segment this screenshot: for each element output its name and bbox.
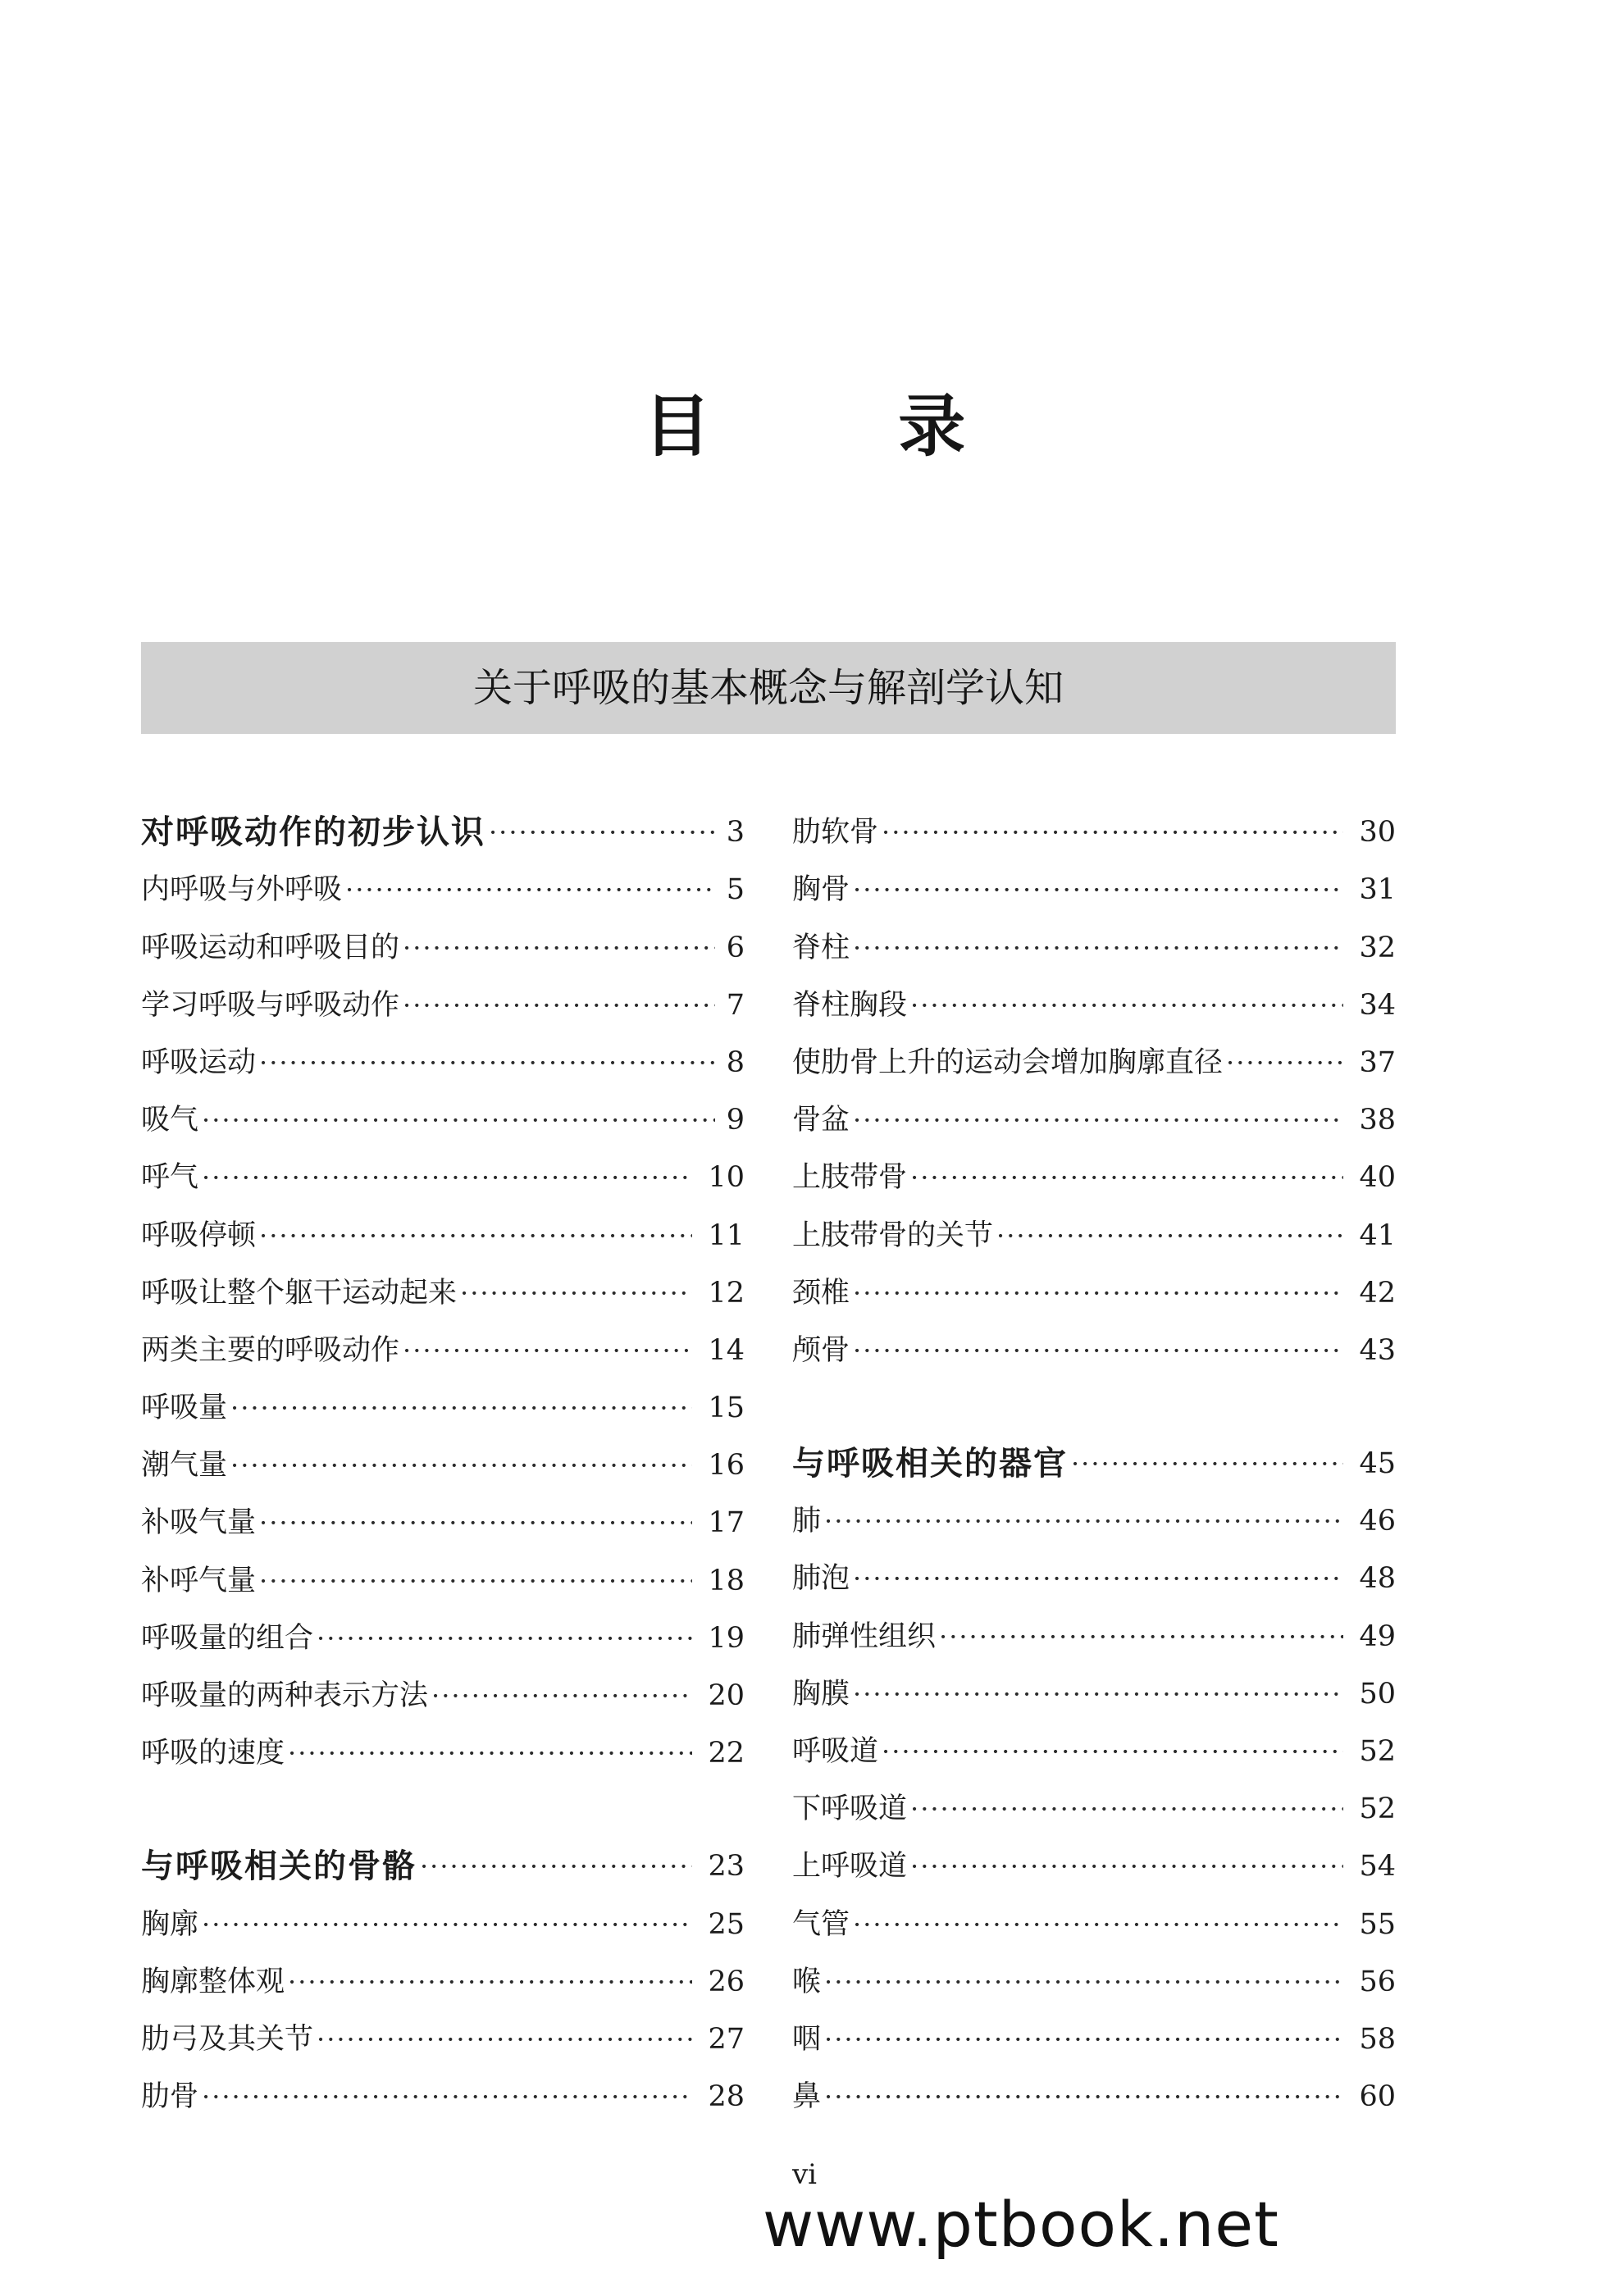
toc-heading[interactable] bbox=[141, 1828, 745, 1885]
toc-page-number: 43 bbox=[1359, 1333, 1396, 1367]
toc-entry[interactable] bbox=[792, 1943, 1396, 2001]
toc-page-number: 11 bbox=[708, 1219, 745, 1252]
leader-dots bbox=[878, 1733, 1343, 1770]
toc-label: 上呼吸道 bbox=[792, 1850, 908, 1884]
leader-dots bbox=[313, 1620, 692, 1657]
toc-page-number: 40 bbox=[1359, 1161, 1396, 1195]
toc-page-number: 31 bbox=[1359, 873, 1396, 907]
toc-page-number: 12 bbox=[708, 1276, 745, 1310]
leader-dots bbox=[198, 1159, 692, 1196]
page-folio: vi bbox=[791, 2158, 818, 2191]
leader-dots bbox=[878, 813, 1343, 851]
toc-label: 下呼吸道 bbox=[792, 1793, 908, 1826]
toc-left-column bbox=[141, 794, 745, 2116]
toc-page-number: 55 bbox=[1359, 1907, 1396, 1941]
toc-label: 使肋骨上升的运动会增加胸廓直径 bbox=[792, 1046, 1224, 1079]
toc-entry[interactable] bbox=[792, 1024, 1396, 1082]
toc-page-number: 28 bbox=[708, 2080, 745, 2114]
leader-dots bbox=[850, 1675, 1343, 1713]
leader-dots bbox=[399, 1332, 692, 1369]
toc-label: 呼吸量 bbox=[141, 1392, 228, 1425]
toc-page-number: 3 bbox=[726, 816, 745, 850]
toc-entry[interactable] bbox=[792, 794, 1396, 851]
toc-label: 骨盆 bbox=[792, 1104, 850, 1137]
toc-page-number: 22 bbox=[708, 1737, 745, 1770]
toc-label: 呼吸道 bbox=[792, 1735, 879, 1768]
toc-page-number: 52 bbox=[1359, 1735, 1396, 1768]
toc-page-number: 50 bbox=[1359, 1677, 1396, 1711]
toc-label: 学习呼吸与呼吸动作 bbox=[141, 988, 400, 1022]
toc-label: 对呼吸动作的初步认识 bbox=[141, 813, 485, 852]
toc-entry[interactable] bbox=[792, 1540, 1396, 1597]
leader-dots bbox=[850, 1332, 1343, 1369]
watermark: www.ptbook.net bbox=[763, 2188, 1279, 2261]
toc-entry[interactable] bbox=[792, 1196, 1396, 1254]
leader-dots bbox=[850, 1101, 1343, 1139]
toc-entry[interactable] bbox=[792, 967, 1396, 1024]
toc-page-number: 8 bbox=[726, 1046, 745, 1079]
toc-entry[interactable] bbox=[141, 1715, 745, 1772]
toc-right-column bbox=[792, 794, 1396, 2116]
leader-dots bbox=[198, 1101, 715, 1139]
leader-dots bbox=[850, 1274, 1343, 1312]
leader-dots bbox=[485, 813, 715, 851]
toc-entry[interactable] bbox=[792, 1312, 1396, 1369]
leader-dots bbox=[457, 1274, 692, 1312]
leader-dots bbox=[256, 1044, 715, 1082]
toc-label: 潮气量 bbox=[141, 1449, 228, 1483]
toc-page-number: 41 bbox=[1359, 1219, 1396, 1252]
page-title: 目 录 bbox=[643, 387, 1048, 466]
toc-entry[interactable] bbox=[141, 1484, 745, 1542]
toc-page-number: 14 bbox=[708, 1333, 745, 1367]
toc-label: 上肢带骨 bbox=[792, 1161, 908, 1195]
toc-label: 胸膜 bbox=[792, 1677, 850, 1711]
toc-entry[interactable] bbox=[141, 1082, 745, 1139]
toc-page-number: 45 bbox=[1359, 1447, 1396, 1481]
toc-entry[interactable] bbox=[141, 1255, 745, 1312]
toc-page-number: 34 bbox=[1359, 988, 1396, 1022]
leader-dots bbox=[256, 1217, 692, 1255]
toc-label: 呼吸的速度 bbox=[141, 1737, 285, 1770]
toc-label: 肺 bbox=[792, 1505, 822, 1538]
toc-entry[interactable] bbox=[141, 1542, 745, 1599]
toc-entry[interactable] bbox=[792, 1828, 1396, 1885]
toc-label: 颅骨 bbox=[792, 1333, 850, 1367]
toc-label: 两类主要的呼吸动作 bbox=[141, 1333, 400, 1367]
toc-page-number: 42 bbox=[1359, 1276, 1396, 1310]
toc-entry[interactable] bbox=[141, 1427, 745, 1484]
leader-dots bbox=[850, 871, 1343, 909]
toc-label: 胸廓 bbox=[141, 1907, 199, 1941]
toc-entry[interactable] bbox=[792, 1656, 1396, 1713]
toc-label: 补呼气量 bbox=[141, 1564, 257, 1597]
toc-page-number: 18 bbox=[708, 1564, 745, 1597]
leader-dots bbox=[993, 1217, 1343, 1255]
leader-dots bbox=[428, 1677, 692, 1715]
toc-entry[interactable] bbox=[792, 1483, 1396, 1540]
toc-page-number: 54 bbox=[1359, 1850, 1396, 1884]
toc-page-number: 38 bbox=[1359, 1104, 1396, 1137]
toc-page-number: 7 bbox=[726, 988, 745, 1022]
toc-label: 肋骨 bbox=[141, 2080, 199, 2114]
toc-entry[interactable] bbox=[141, 1139, 745, 1196]
toc-entry[interactable] bbox=[792, 1139, 1396, 1196]
toc-entry[interactable] bbox=[792, 2001, 1396, 2058]
leader-dots bbox=[1068, 1445, 1343, 1483]
section-banner bbox=[141, 642, 1396, 734]
toc-page-number: 9 bbox=[726, 1104, 745, 1137]
toc-label: 呼吸量的两种表示方法 bbox=[141, 1679, 429, 1712]
toc-label: 与呼吸相关的器官 bbox=[792, 1444, 1068, 1483]
toc-page-number: 37 bbox=[1359, 1046, 1396, 1079]
leader-dots bbox=[907, 1847, 1343, 1885]
toc-heading[interactable] bbox=[792, 1425, 1396, 1483]
toc-label: 吸气 bbox=[141, 1104, 199, 1137]
toc-page-number: 48 bbox=[1359, 1562, 1396, 1596]
leader-dots bbox=[256, 1562, 692, 1600]
toc-page-number: 32 bbox=[1359, 931, 1396, 964]
toc-label: 脊柱胸段 bbox=[792, 988, 908, 1022]
toc-label: 胸廓整体观 bbox=[141, 1965, 285, 1998]
toc-label: 呼吸量的组合 bbox=[141, 1621, 314, 1655]
toc-page-number: 49 bbox=[1359, 1620, 1396, 1653]
toc-page-number: 30 bbox=[1359, 816, 1396, 850]
leader-dots bbox=[198, 1906, 692, 1943]
toc-entry[interactable] bbox=[141, 1196, 745, 1254]
leader-dots bbox=[821, 2020, 1343, 2058]
leader-dots bbox=[907, 986, 1343, 1024]
toc-entry[interactable] bbox=[792, 1255, 1396, 1312]
leader-dots bbox=[399, 929, 715, 967]
leader-dots bbox=[850, 1906, 1343, 1943]
leader-dots bbox=[417, 1847, 692, 1885]
toc-label: 颈椎 bbox=[792, 1276, 850, 1310]
toc-page-number: 20 bbox=[708, 1679, 745, 1712]
toc-page-number: 23 bbox=[708, 1850, 745, 1884]
toc-page-number: 56 bbox=[1359, 1965, 1396, 1998]
toc-page-number: 10 bbox=[708, 1161, 745, 1195]
toc-label: 脊柱 bbox=[792, 931, 850, 964]
toc-entry[interactable] bbox=[792, 909, 1396, 966]
leader-dots bbox=[821, 1963, 1343, 2001]
toc-entry[interactable] bbox=[792, 2058, 1396, 2116]
toc-entry[interactable] bbox=[792, 1713, 1396, 1770]
toc-label: 鼻 bbox=[792, 2080, 822, 2114]
toc-label: 上肢带骨的关节 bbox=[792, 1219, 994, 1252]
toc-label: 与呼吸相关的骨骼 bbox=[141, 1847, 417, 1886]
toc-label: 呼吸运动 bbox=[141, 1046, 257, 1079]
toc-page-number: 60 bbox=[1359, 2080, 1396, 2114]
toc-label: 呼气 bbox=[141, 1161, 199, 1195]
toc-page-number: 19 bbox=[708, 1621, 745, 1655]
toc-label: 呼吸运动和呼吸目的 bbox=[141, 931, 400, 964]
toc-page-number: 16 bbox=[708, 1449, 745, 1483]
toc-entry[interactable] bbox=[792, 1082, 1396, 1139]
toc-entry[interactable] bbox=[141, 967, 745, 1024]
toc-entry[interactable] bbox=[792, 851, 1396, 909]
leader-dots bbox=[227, 1389, 692, 1427]
toc-page-number: 15 bbox=[708, 1392, 745, 1425]
toc-label: 呼吸停顿 bbox=[141, 1219, 257, 1252]
leader-dots bbox=[285, 1963, 692, 2001]
toc-entry[interactable] bbox=[141, 1024, 745, 1082]
toc-label: 肋弓及其关节 bbox=[141, 2022, 314, 2056]
toc-heading[interactable] bbox=[141, 794, 745, 851]
leader-dots bbox=[256, 1504, 692, 1542]
toc-entry[interactable] bbox=[141, 1943, 745, 2001]
leader-dots bbox=[313, 2020, 692, 2058]
toc-label: 气管 bbox=[792, 1907, 850, 1941]
toc-page-number: 17 bbox=[708, 1506, 745, 1540]
toc-page-number: 5 bbox=[726, 873, 745, 907]
toc-entry[interactable] bbox=[792, 1597, 1396, 1655]
leader-dots bbox=[850, 1560, 1343, 1597]
leader-dots bbox=[907, 1159, 1343, 1196]
toc-page-number: 52 bbox=[1359, 1793, 1396, 1826]
section-gap bbox=[141, 1772, 745, 1828]
leader-dots bbox=[198, 2078, 692, 2116]
leader-dots bbox=[936, 1618, 1343, 1656]
toc-entry[interactable] bbox=[141, 1600, 745, 1657]
toc-label: 咽 bbox=[792, 2022, 822, 2056]
toc-entry[interactable] bbox=[141, 1657, 745, 1715]
toc-page-number: 25 bbox=[708, 1907, 745, 1941]
toc-label: 胸骨 bbox=[792, 873, 850, 907]
toc-entry[interactable] bbox=[141, 1369, 745, 1427]
toc-page-number: 26 bbox=[708, 1965, 745, 1998]
leader-dots bbox=[342, 871, 715, 909]
toc-label: 内呼吸与外呼吸 bbox=[141, 873, 343, 907]
leader-dots bbox=[399, 986, 715, 1024]
toc-entry[interactable] bbox=[792, 1770, 1396, 1828]
toc-page-number: 6 bbox=[726, 931, 745, 964]
leader-dots bbox=[285, 1734, 692, 1772]
leader-dots bbox=[850, 929, 1343, 967]
section-title: 关于呼吸的基本概念与解剖学认知 bbox=[472, 665, 1064, 711]
toc-page-number: 27 bbox=[708, 2022, 745, 2056]
toc-entry[interactable] bbox=[141, 851, 745, 909]
leader-dots bbox=[821, 2078, 1343, 2116]
section-gap bbox=[792, 1369, 1396, 1425]
toc-label: 补吸气量 bbox=[141, 1506, 257, 1540]
leader-dots bbox=[821, 1502, 1343, 1540]
toc-page-number: 46 bbox=[1359, 1505, 1396, 1538]
toc-entry[interactable] bbox=[141, 1885, 745, 1943]
toc-label: 肺泡 bbox=[792, 1562, 850, 1596]
leader-dots bbox=[1223, 1044, 1343, 1082]
toc-entry[interactable] bbox=[141, 1312, 745, 1369]
toc-entry[interactable] bbox=[141, 2058, 745, 2116]
toc-label: 肋软骨 bbox=[792, 816, 879, 850]
leader-dots bbox=[227, 1446, 692, 1484]
toc-page-number: 58 bbox=[1359, 2022, 1396, 2056]
toc-entry[interactable] bbox=[792, 1885, 1396, 1943]
toc-entry[interactable] bbox=[141, 2001, 745, 2058]
toc-entry[interactable] bbox=[141, 909, 745, 966]
toc-label: 肺弹性组织 bbox=[792, 1620, 937, 1653]
toc-label: 呼吸让整个躯干运动起来 bbox=[141, 1276, 458, 1310]
leader-dots bbox=[907, 1790, 1343, 1828]
toc-label: 喉 bbox=[792, 1965, 822, 1998]
